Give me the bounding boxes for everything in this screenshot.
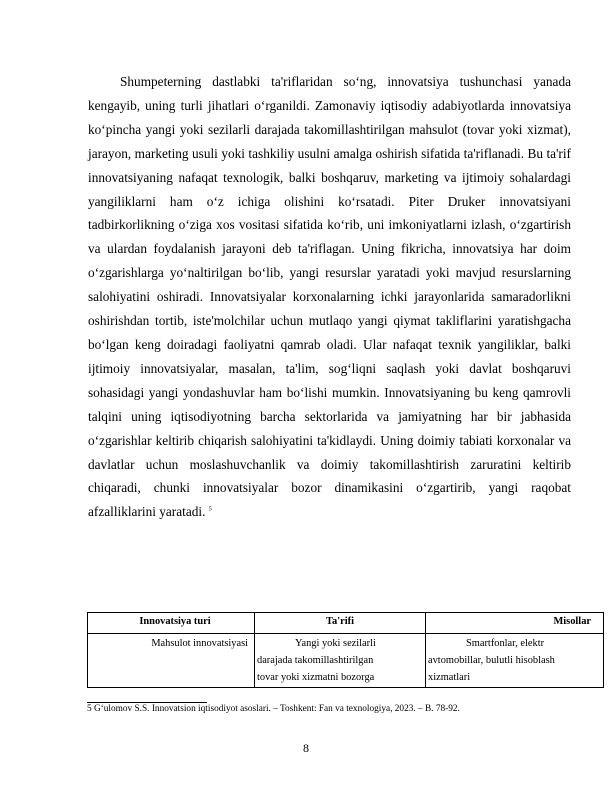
cell-text: Smartfonlar, elektr bbox=[466, 638, 545, 649]
paragraph-text: Shumpeterning dastlabki ta'riflaridan so‘ng, innovatsiya tushunchasi yanada kengayib, uning turli jihatlari o‘rganildi. Zamonaviy iqtisodiy adabiyotlarda innovatsiya ko‘pincha yangi yoki sezilarli darajada takomillashtirilgan mahsulot (tovar yoki xizmat), jarayon, marketing usuli yoki tashkiliy usulni amalga oshirish sifatida ta'riflanadi. Bu ta'rif innovatsiyaning nafaqat texnologik, balki boshqaruv, marketing va ijtimoiy sohalardagi yangiliklarni ham o‘z ichiga olishini ko‘rsatadi. Piter Druker innovatsiyani tadbirkorlikning o‘ziga xos vositasi sifatida ko‘rib, uni imkoniyatlarni izlash, o‘zgartirish va ulardan foydalanish jarayoni deb ta'riflagan. Uning fikricha, innovatsiya har doim o‘zgarishlarga yo‘naltirilgan bo‘lib, yangi resurslar yaratadi yoki mavjud resurslarning salohiyatini oshiradi. Innovatsiyalar korxonalarning ichki jarayonlarida samaradorlikni oshirishdan tortib, iste'molchilar uchun mutlaqo yangi qiymat takliflarini yaratishgacha bo‘lgan keng doiradagi faoliyatni qamrab oladi. Ular nafaqat texnik yangiliklar, balki ijtimoiy innovatsiyalar, masalan, ta'lim, sog‘liqni saqlash yoki davlat boshqaruvi sohasidagi yangi yondashuvlar ham bo‘lishi mumkin. Innovatsiyaning bu keng qamrovli talqini uning iqtisodiyotning barcha sektorlarida va jamiyatning har bir jabhasida o‘zgarishlar keltirib chiqarish salohiyatini ta'kidlaydi. Uning doimiy tabiati korxonalar va davlatlar uchun moslashuvchanlik va doimiy takomillashtirish zaruratini keltirib chiqaradi, chunki innovatsiyalar bozor dinamikasini o‘zgartirib, yangi raqobat afzalliklarini yaratadi. bbox=[88, 74, 571, 520]
cell-text: tovar yoki xizmatni bozorga bbox=[257, 672, 375, 683]
footnote: 5 G‘ulomov S.S. Innovatsion iqtisodiyot asoslari. – Toshkent: Fan va texnologiya, 2023. – B. 78-92. bbox=[87, 704, 460, 714]
header-definition: Ta'rifi bbox=[255, 613, 426, 634]
cell-text: xizmatlari bbox=[428, 672, 471, 683]
header-examples: Misollar bbox=[426, 613, 604, 634]
header-innovation-type: Innovatsiya turi bbox=[88, 613, 255, 634]
table-row bbox=[88, 634, 604, 688]
footnote-divider bbox=[87, 702, 207, 703]
body-paragraph bbox=[88, 70, 571, 524]
cell-text: Yangi yoki sezilarli bbox=[295, 638, 376, 649]
footnote-reference: 5 bbox=[208, 506, 212, 513]
cell-definition bbox=[255, 634, 426, 688]
table-header-row bbox=[88, 613, 604, 634]
cell-examples bbox=[426, 634, 604, 688]
cell-text: darajada takomillashtirilgan bbox=[257, 655, 374, 666]
innovation-types-table bbox=[87, 612, 604, 688]
page-number: 8 bbox=[303, 741, 309, 755]
cell-text: avtomobillar, bulutli hisoblash bbox=[428, 655, 555, 666]
cell-innovation-type bbox=[88, 634, 255, 688]
cell-text: Mahsulot innovatsiyasi bbox=[151, 638, 248, 649]
